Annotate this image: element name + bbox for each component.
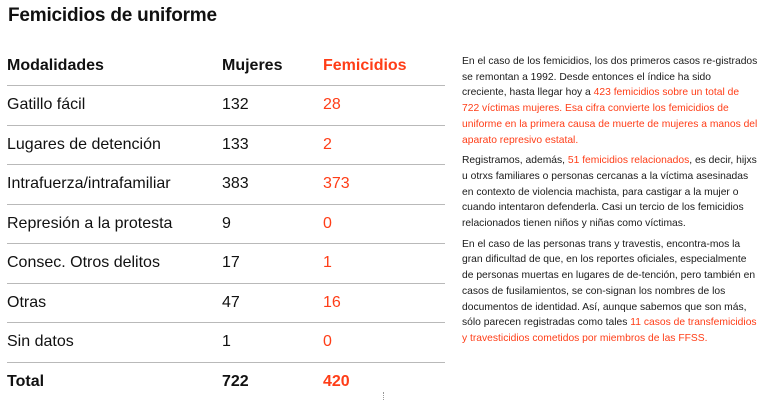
header-femicidios: Femicidios <box>323 47 445 86</box>
dotted-marker <box>383 392 385 400</box>
row-mujeres: 132 <box>222 96 249 114</box>
table-row <box>7 86 445 126</box>
row-label: Sin datos <box>7 323 222 363</box>
row-mujeres: 9 <box>222 204 323 244</box>
total-label: Total <box>7 362 222 401</box>
body-text-column <box>462 54 758 352</box>
table-row <box>7 204 445 244</box>
paragraph-2 <box>462 153 758 232</box>
row-mujeres: 133 <box>222 125 323 165</box>
row-femicidios: 0 <box>323 204 445 244</box>
row-label: Otras <box>7 283 222 323</box>
row-femicidios: 2 <box>323 125 445 165</box>
row-label: Gatillo fácil <box>7 96 86 114</box>
femicidios-table <box>7 47 445 401</box>
row-femicidios: 28 <box>323 96 341 114</box>
table-row <box>7 125 445 165</box>
row-label: Consec. Otros delitos <box>7 244 222 284</box>
total-mujeres: 722 <box>222 362 323 401</box>
row-femicidios: 1 <box>323 244 445 284</box>
row-mujeres: 1 <box>222 323 323 363</box>
table-row <box>7 165 445 205</box>
table-row <box>7 323 445 363</box>
highlight-text: 423 femicidios sobre un total de 722 víctimas mujeres. Esa cifra convierte los femicidios de uniforme en la primera causa de muerte de mujeres a manos del aparato represivo estatal. <box>462 87 758 146</box>
row-femicidios: 373 <box>323 165 445 205</box>
paragraph-text: En el caso de los femicidios, los dos primeros casos re-gistrados se remontan a 1992. Desde entonces el índice ha sido creciente, hasta llegar hoy a <box>462 56 758 99</box>
highlight-text: 51 femicidios relacionados <box>567 155 690 167</box>
row-mujeres: 17 <box>222 244 323 284</box>
table-total-row <box>7 362 445 401</box>
header-modalidades: Modalidades <box>7 47 222 86</box>
row-label: Intrafuerza/intrafamiliar <box>7 165 222 205</box>
paragraph-text: En el caso de las personas trans y travestis, encontra-mos la gran dificultad de que, en los reportes oficiales, especialmente de personas muertas en lugares de de-tención, pero también en casos de fusilamientos, se con-signan los nombres de los documentos de identidad. Así, aunque sabemos que son más, sólo parecen registradas como tales <box>462 238 756 329</box>
row-label: Lugares de detención <box>7 125 222 165</box>
row-femicidios: 0 <box>323 323 445 363</box>
table-row <box>7 244 445 284</box>
row-mujeres: 47 <box>222 283 323 323</box>
table-row <box>7 283 445 323</box>
paragraph-3 <box>462 237 758 347</box>
highlight-text: 11 casos de transfemicidios y travesticidios cometidos por miembros de las FFSS. <box>462 317 757 344</box>
header-mujeres: Mujeres <box>222 47 323 86</box>
row-label: Represión a la protesta <box>7 204 222 244</box>
row-femicidios: 16 <box>323 283 445 323</box>
row-mujeres: 383 <box>222 165 323 205</box>
page-title: Femicidios de uniforme <box>8 5 217 26</box>
paragraph-text: Registramos, además, <box>462 155 568 167</box>
paragraph-1 <box>462 54 758 148</box>
paragraph-text: , es decir, hijxs u otrxs familiares o personas cercanas a la víctima asesinadas en contexto de violencia machista, para castigar a la mujer o cuando intentaron defenderla. Casi un tercio de los femicidios relacionados tienen niños y niñas como víctimas. <box>462 155 757 230</box>
table-header-row <box>7 47 445 86</box>
total-femicidios: 420 <box>323 362 445 401</box>
